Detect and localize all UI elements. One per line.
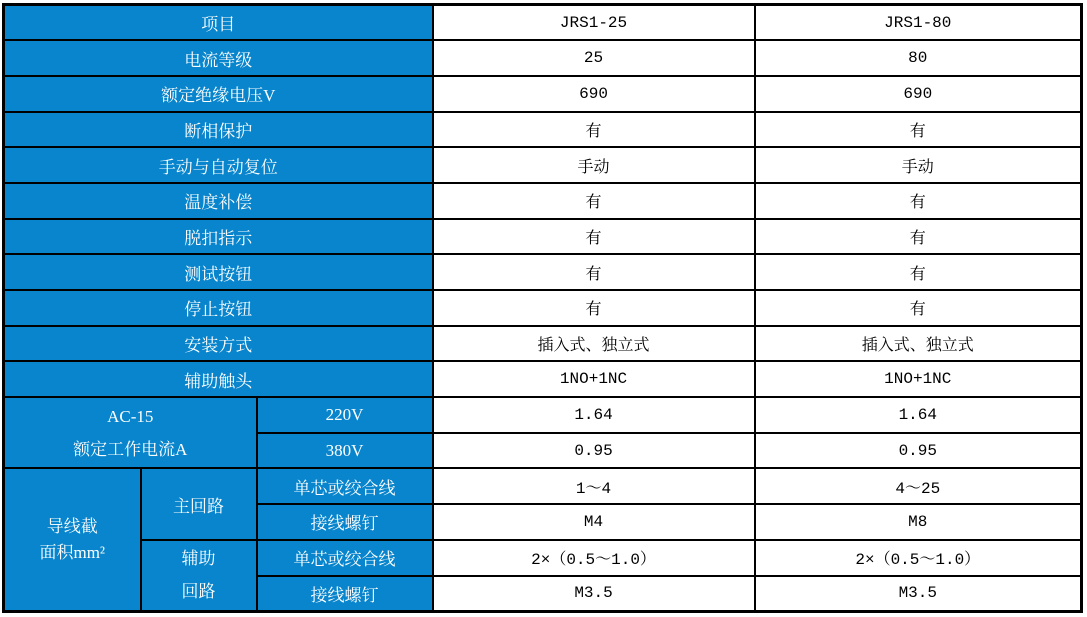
- value-cell-b: M3.5: [755, 576, 1082, 612]
- table-row: [4, 254, 1082, 290]
- value-cell-b: 手动: [755, 147, 1082, 183]
- value-cell-b: 有: [755, 183, 1082, 219]
- aux-circuit-label-cell: [141, 540, 257, 611]
- row-label-cell: 脱扣指示: [4, 219, 433, 255]
- main-screw-sub-label-cell: 接线螺钉: [257, 504, 433, 540]
- value-cell-b: 690: [755, 76, 1082, 112]
- header-model-a-cell: JRS1-25: [433, 5, 755, 41]
- table-row: [4, 147, 1082, 183]
- aux-circuit-label-line2: 回路: [181, 582, 216, 602]
- ac15-group-label-cell: [4, 397, 257, 468]
- table-row: [4, 219, 1082, 255]
- row-label-cell: 停止按钮: [4, 290, 433, 326]
- value-cell-a: 手动: [433, 147, 755, 183]
- row-label-cell: 安装方式: [4, 326, 433, 362]
- value-cell-a: 690: [433, 76, 755, 112]
- row-label-cell: 辅助触头: [4, 361, 433, 397]
- value-cell-a: 25: [433, 40, 755, 76]
- value-cell-b: M8: [755, 504, 1082, 540]
- table-row-aux-wire: [4, 540, 1082, 576]
- conductor-label-line1: 导线截: [46, 516, 98, 536]
- table-row: [4, 183, 1082, 219]
- aux-screw-sub-label-cell: 接线螺钉: [257, 576, 433, 612]
- value-cell-a: M3.5: [433, 576, 755, 612]
- value-cell-b: 2×（0.5～1.0）: [755, 540, 1082, 576]
- value-cell-a: 有: [433, 254, 755, 290]
- value-cell-b: 有: [755, 290, 1082, 326]
- value-cell-b: 80: [755, 40, 1082, 76]
- value-cell-a: M4: [433, 504, 755, 540]
- header-model-b-cell: JRS1-80: [755, 5, 1082, 41]
- ac15-label-line2: 额定工作电流A: [73, 439, 188, 459]
- value-cell-a: 有: [433, 183, 755, 219]
- table-row: [4, 290, 1082, 326]
- table-row: [4, 112, 1082, 148]
- row-label-cell: 温度补偿: [4, 183, 433, 219]
- value-cell-a: 有: [433, 219, 755, 255]
- conductor-group-label-cell: [4, 468, 141, 611]
- value-cell-a: 0.95: [433, 433, 755, 469]
- table-row: [4, 326, 1082, 362]
- value-cell-a: 1NO+1NC: [433, 361, 755, 397]
- value-cell-b: 1.64: [755, 397, 1082, 433]
- aux-circuit-label-line1: 辅助: [181, 549, 216, 569]
- ac15-label-line1: AC-15: [107, 406, 154, 426]
- table-row: [4, 361, 1082, 397]
- table-row-main-wire: [4, 468, 1082, 504]
- row-label-cell: 测试按钮: [4, 254, 433, 290]
- value-cell-a: 1～4: [433, 468, 755, 504]
- spec-table: [2, 3, 1083, 613]
- value-cell-b: 4～25: [755, 468, 1082, 504]
- table-header-row: [4, 5, 1082, 41]
- value-cell-a: 插入式、独立式: [433, 326, 755, 362]
- value-cell-a: 2×（0.5～1.0）: [433, 540, 755, 576]
- value-cell-a: 有: [433, 290, 755, 326]
- row-label-cell: 断相保护: [4, 112, 433, 148]
- table-row: [4, 76, 1082, 112]
- value-cell-a: 有: [433, 112, 755, 148]
- value-cell-b: 0.95: [755, 433, 1082, 469]
- main-circuit-label-cell: 主回路: [141, 468, 257, 539]
- conductor-label-line2: 面积mm²: [39, 542, 106, 562]
- table-row: [4, 40, 1082, 76]
- row-label-cell: 电流等级: [4, 40, 433, 76]
- main-wire-sub-label-cell: 单芯或绞合线: [257, 468, 433, 504]
- value-cell-a: 1.64: [433, 397, 755, 433]
- table-row-ac15-220v: [4, 397, 1082, 433]
- header-item-cell: 项目: [4, 5, 433, 41]
- ac15-sub-label-cell: 220V: [257, 397, 433, 433]
- row-label-cell: 额定绝缘电压V: [4, 76, 433, 112]
- row-label-cell: 手动与自动复位: [4, 147, 433, 183]
- value-cell-b: 有: [755, 254, 1082, 290]
- value-cell-b: 有: [755, 219, 1082, 255]
- value-cell-b: 插入式、独立式: [755, 326, 1082, 362]
- aux-wire-sub-label-cell: 单芯或绞合线: [257, 540, 433, 576]
- value-cell-b: 有: [755, 112, 1082, 148]
- ac15-sub-label-cell: 380V: [257, 433, 433, 469]
- value-cell-b: 1NO+1NC: [755, 361, 1082, 397]
